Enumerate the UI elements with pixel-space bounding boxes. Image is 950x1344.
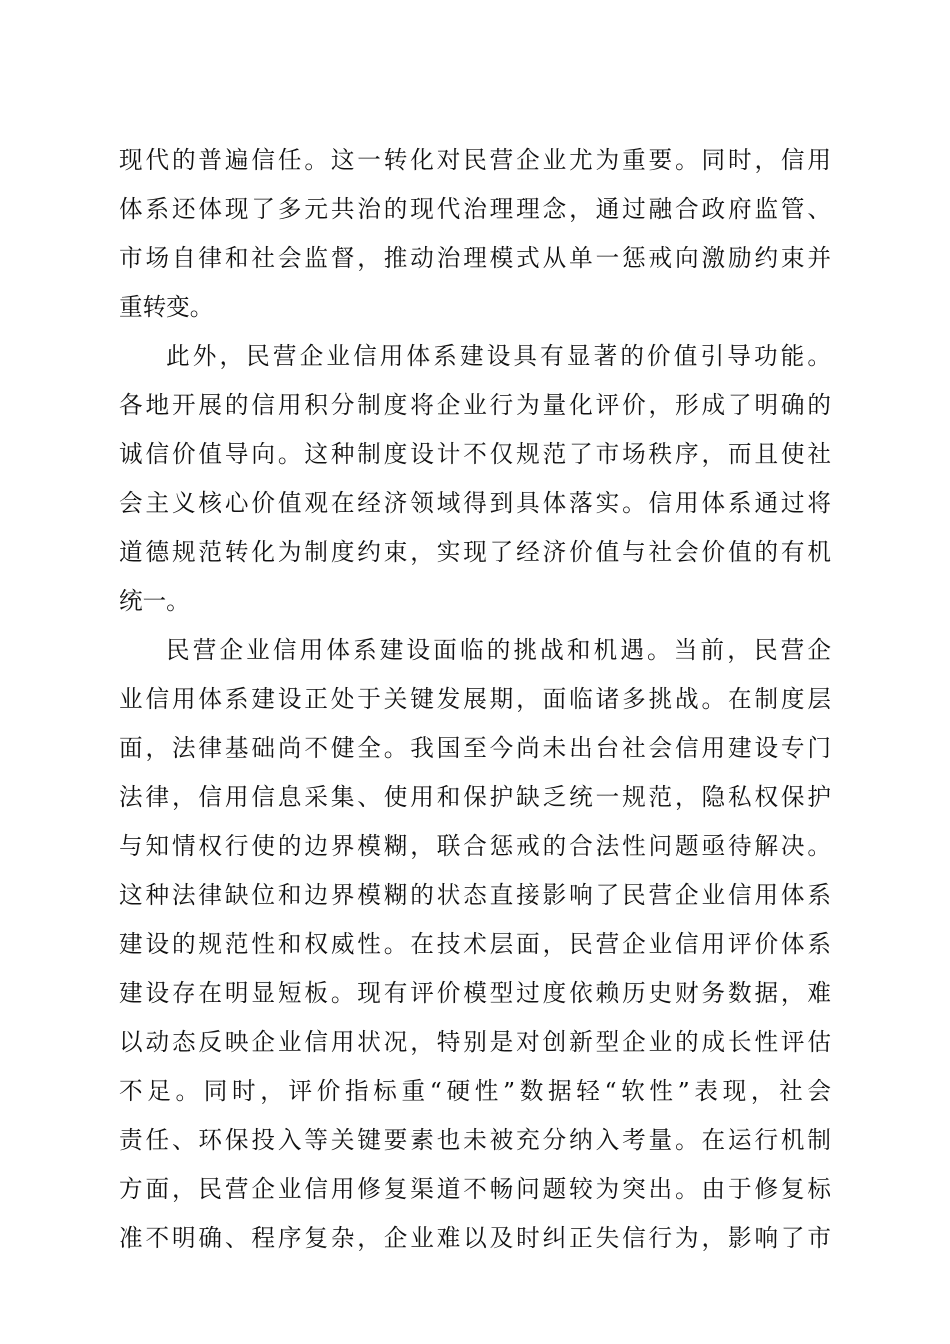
text-line: 法律，信用信息采集、使用和保护缺乏统一规范，隐私权保护 [119,783,831,811]
text-line: 方面，民营企业信用修复渠道不畅问题较为突出。由于修复标 [119,1175,831,1203]
text-line: 业信用体系建设正处于关键发展期，面临诸多挑战。在制度层 [119,685,831,713]
text-line: 建设的规范性和权威性。在技术层面，民营企业信用评价体系 [119,930,831,958]
text-line: 这种法律缺位和边界模糊的状态直接影响了民营企业信用体系 [119,881,831,909]
text-line: 责任、环保投入等关键要素也未被充分纳入考量。在运行机制 [119,1126,831,1154]
text-line: 不足。同时，评价指标重“硬性”数据轻“软性”表现，社会 [119,1077,831,1105]
text-line: 此外，民营企业信用体系建设具有显著的价值引导功能。 [166,342,831,370]
text-line: 民营企业信用体系建设面临的挑战和机遇。当前，民营企 [166,636,831,664]
text-line: 市场自律和社会监督，推动治理模式从单一惩戒向激励约束并 [119,244,831,272]
text-line: 与知情权行使的边界模糊，联合惩戒的合法性问题亟待解决。 [119,832,831,860]
text-line: 各地开展的信用积分制度将企业行为量化评价，形成了明确的 [119,391,831,419]
text-line: 体系还体现了多元共治的现代治理理念，通过融合政府监管、 [119,195,831,223]
text-line: 道德规范转化为制度约束，实现了经济价值与社会价值的有机 [119,538,831,566]
text-line: 现代的普遍信任。这一转化对民营企业尤为重要。同时，信用 [119,146,831,174]
text-line: 以动态反映企业信用状况，特别是对创新型企业的成长性评估 [119,1028,831,1056]
text-line: 重转变。 [119,293,214,321]
text-line: 会主义核心价值观在经济领域得到具体落实。信用体系通过将 [119,489,831,517]
text-line: 诚信价值导向。这种制度设计不仅规范了市场秩序，而且使社 [119,440,831,468]
text-line: 面，法律基础尚不健全。我国至今尚未出台社会信用建设专门 [119,734,831,762]
text-line: 建设存在明显短板。现有评价模型过度依赖历史财务数据，难 [119,979,831,1007]
text-line: 统一。 [119,587,190,615]
text-line: 准不明确、程序复杂，企业难以及时纠正失信行为，影响了市 [119,1224,831,1252]
